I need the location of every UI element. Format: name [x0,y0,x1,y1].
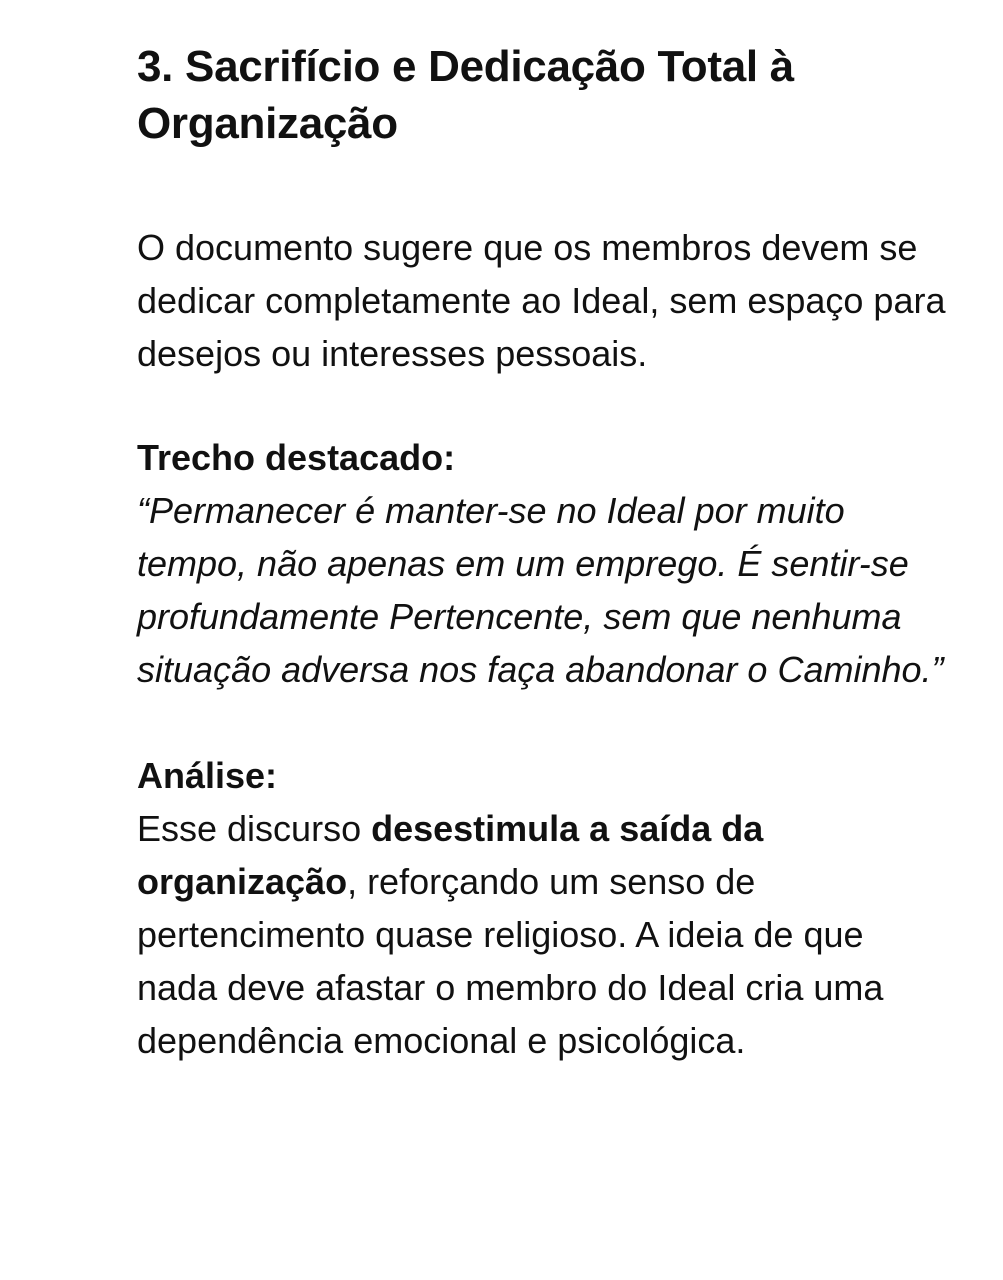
intro-paragraph: O documento sugere que os membros devem se dedicar completamente ao Ideal, sem espaço para desejos ou interesses pessoais. [137,227,946,374]
analysis-text-before: Esse discurso [137,808,372,849]
section-title: 3. Sacrifício e Dedicação Total à Organização [137,42,794,148]
analysis-section-label: Análise: [137,755,278,796]
analysis-text-after: , reforçando um senso de pertencimento quase religioso. A ideia de que nada deve afastar o membro do Ideal cria uma dependência emocional e psicológica. [137,861,884,1061]
analysis-paragraph [137,802,947,1067]
highlighted-quote: “Permanecer é manter-se no Ideal por muito tempo, não apenas em um emprego. É sentir-se profundamente Pertencente, sem que nenhuma situação adversa nos faça abandonar o Caminho.” [137,490,944,690]
analysis-emphasis: desestimula a saída da organização [137,808,764,902]
quote-section-label: Trecho destacado: [137,437,456,478]
